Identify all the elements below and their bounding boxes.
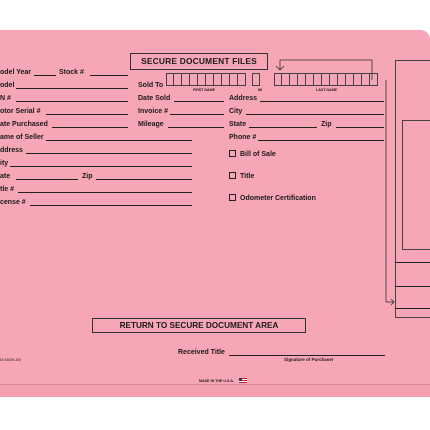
vin-field[interactable]: [16, 101, 128, 102]
buyer-state-label: State: [229, 121, 247, 128]
signature-field[interactable]: [229, 355, 385, 356]
title-number-field[interactable]: [18, 192, 192, 193]
seller-zip-field[interactable]: [96, 179, 192, 180]
date-purchased-field[interactable]: [52, 127, 128, 128]
arrow-down-icon: [380, 80, 400, 310]
seller-city-field[interactable]: [10, 166, 192, 167]
sold-to-label: Sold To: [138, 82, 164, 89]
date-sold-label: Date Sold: [138, 95, 171, 102]
buyer-zip-field[interactable]: [336, 127, 384, 128]
us-flag-icon: [239, 378, 247, 383]
buyer-city-label: City: [229, 108, 243, 115]
model-field[interactable]: [16, 88, 128, 89]
phone-field[interactable]: [258, 140, 384, 141]
mileage-field[interactable]: [168, 127, 224, 128]
seller-address-label: ddress: [0, 147, 23, 154]
document-envelope: [0, 30, 430, 388]
license-label: cense #: [0, 199, 26, 206]
phone-label: Phone #: [229, 134, 257, 141]
motor-serial-label: otor Serial #: [0, 108, 41, 115]
mi-caption: MI: [258, 88, 262, 92]
made-in-usa-text: MADE IN THE U.S.A.: [199, 379, 234, 383]
title-checkbox[interactable]: [229, 172, 236, 179]
form-title: SECURE DOCUMENT FILES: [130, 53, 268, 70]
return-instruction: RETURN TO SECURE DOCUMENT AREA: [92, 318, 306, 333]
seller-name-label: ame of Seller: [0, 134, 44, 141]
invoice-label: Invoice #: [138, 108, 168, 115]
form-code: M #3039-100: [0, 358, 22, 362]
seller-zip-label: Zip: [82, 173, 93, 180]
date-sold-field[interactable]: [174, 101, 224, 102]
buyer-state-field[interactable]: [249, 127, 317, 128]
stock-label: Stock #: [59, 69, 84, 76]
received-title-label: Received Title: [178, 349, 225, 356]
side-rule: [395, 308, 430, 309]
seller-city-label: ity: [0, 160, 9, 167]
mileage-label: Mileage: [138, 121, 164, 128]
window-outline: [402, 120, 430, 250]
odometer-label: Odometer Certification: [240, 195, 316, 202]
buyer-address-field[interactable]: [260, 101, 384, 102]
bill-of-sale-label: Bill of Sale: [240, 151, 276, 158]
envelope-bottom-flap: [0, 384, 430, 397]
odometer-checkbox[interactable]: [229, 194, 236, 201]
last-name-caption: LAST NAME: [316, 88, 337, 92]
model-label: odel: [0, 82, 15, 89]
buyer-zip-label: Zip: [321, 121, 332, 128]
buyer-city-field[interactable]: [246, 114, 384, 115]
seller-state-label: ate: [0, 173, 11, 180]
seller-state-field[interactable]: [16, 179, 78, 180]
model-year-field[interactable]: [34, 75, 56, 76]
first-name-caption: FIRST NAME: [193, 88, 215, 92]
middle-initial-cell[interactable]: [252, 73, 260, 86]
bracket-arrow-icon: [272, 56, 392, 82]
vin-label: N #: [0, 95, 11, 102]
seller-name-field[interactable]: [46, 140, 192, 141]
invoice-field[interactable]: [170, 114, 224, 115]
side-rule: [395, 262, 430, 263]
license-field[interactable]: [30, 205, 192, 206]
stock-field[interactable]: [90, 75, 128, 76]
signature-caption: Signature of Purchaser: [284, 357, 334, 362]
model-year-label: odel Year: [0, 69, 32, 76]
title-number-label: tle #: [0, 186, 15, 193]
buyer-address-label: Address: [229, 95, 258, 102]
date-purchased-label: ate Purchased: [0, 121, 48, 128]
side-rule: [395, 286, 430, 287]
bill-of-sale-checkbox[interactable]: [229, 150, 236, 157]
first-name-cells[interactable]: [166, 73, 246, 86]
title-checkbox-label: Title: [240, 173, 255, 180]
motor-serial-field[interactable]: [46, 114, 128, 115]
seller-address-field[interactable]: [26, 153, 192, 154]
